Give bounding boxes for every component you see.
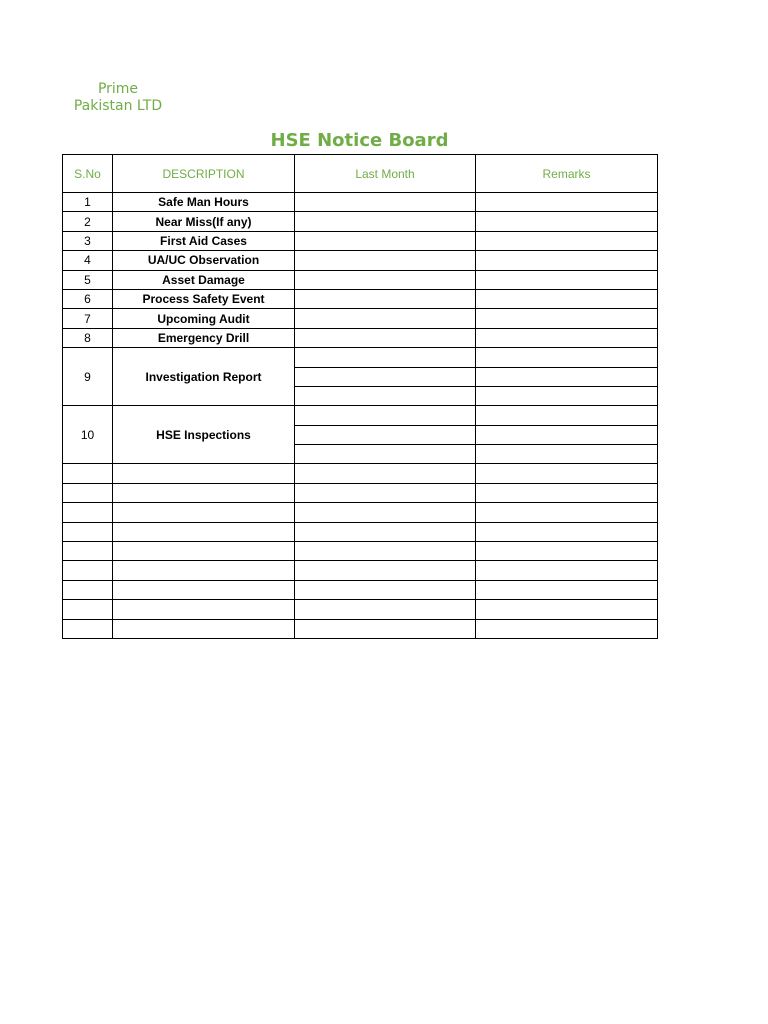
row-description: UA/UC Observation bbox=[113, 251, 295, 270]
remarks-cell[interactable] bbox=[476, 425, 658, 444]
row-sno: 2 bbox=[63, 212, 113, 231]
empty-cell[interactable] bbox=[63, 619, 113, 638]
empty-cell[interactable] bbox=[113, 483, 295, 502]
remarks-cell[interactable] bbox=[476, 231, 658, 250]
remarks-cell[interactable] bbox=[476, 367, 658, 386]
table-row-empty bbox=[63, 561, 658, 580]
row-description: Investigation Report bbox=[113, 348, 295, 406]
empty-cell[interactable] bbox=[476, 464, 658, 483]
row-description: Safe Man Hours bbox=[113, 193, 295, 212]
row-sno: 8 bbox=[63, 328, 113, 347]
empty-cell[interactable] bbox=[476, 600, 658, 619]
empty-cell[interactable] bbox=[476, 619, 658, 638]
empty-cell[interactable] bbox=[113, 522, 295, 541]
empty-cell[interactable] bbox=[113, 561, 295, 580]
row-description: Near Miss(If any) bbox=[113, 212, 295, 231]
row-description: Emergency Drill bbox=[113, 328, 295, 347]
empty-cell[interactable] bbox=[63, 542, 113, 561]
last-month-cell[interactable] bbox=[295, 251, 476, 270]
remarks-cell[interactable] bbox=[476, 289, 658, 308]
header-sno: S.No bbox=[63, 155, 113, 193]
table-row bbox=[63, 328, 658, 347]
empty-cell[interactable] bbox=[63, 483, 113, 502]
last-month-cell[interactable] bbox=[295, 445, 476, 464]
remarks-cell[interactable] bbox=[476, 270, 658, 289]
empty-cell[interactable] bbox=[476, 522, 658, 541]
remarks-cell[interactable] bbox=[476, 328, 658, 347]
table-row bbox=[63, 348, 658, 367]
empty-cell[interactable] bbox=[295, 464, 476, 483]
table-row-empty bbox=[63, 600, 658, 619]
remarks-cell[interactable] bbox=[476, 212, 658, 231]
row-description: First Aid Cases bbox=[113, 231, 295, 250]
last-month-cell[interactable] bbox=[295, 406, 476, 425]
row-sno: 3 bbox=[63, 231, 113, 250]
last-month-cell[interactable] bbox=[295, 270, 476, 289]
last-month-cell[interactable] bbox=[295, 348, 476, 367]
table-row bbox=[63, 406, 658, 425]
table-row-empty bbox=[63, 542, 658, 561]
empty-cell[interactable] bbox=[295, 619, 476, 638]
empty-cell[interactable] bbox=[295, 600, 476, 619]
table-row-empty bbox=[63, 522, 658, 541]
empty-cell[interactable] bbox=[113, 580, 295, 599]
table-row-empty bbox=[63, 619, 658, 638]
remarks-cell[interactable] bbox=[476, 386, 658, 405]
last-month-cell[interactable] bbox=[295, 193, 476, 212]
row-description: Process Safety Event bbox=[113, 289, 295, 308]
last-month-cell[interactable] bbox=[295, 309, 476, 328]
empty-cell[interactable] bbox=[295, 522, 476, 541]
company-name bbox=[60, 81, 176, 115]
last-month-cell[interactable] bbox=[295, 231, 476, 250]
header-remarks: Remarks bbox=[476, 155, 658, 193]
remarks-cell[interactable] bbox=[476, 193, 658, 212]
last-month-cell[interactable] bbox=[295, 289, 476, 308]
table-header-row bbox=[63, 155, 658, 193]
empty-cell[interactable] bbox=[63, 561, 113, 580]
table-row bbox=[63, 231, 658, 250]
empty-cell[interactable] bbox=[476, 503, 658, 522]
empty-cell[interactable] bbox=[476, 580, 658, 599]
table-row bbox=[63, 212, 658, 231]
empty-cell[interactable] bbox=[63, 600, 113, 619]
empty-cell[interactable] bbox=[63, 464, 113, 483]
row-sno: 4 bbox=[63, 251, 113, 270]
row-sno: 10 bbox=[63, 406, 113, 464]
last-month-cell[interactable] bbox=[295, 328, 476, 347]
last-month-cell[interactable] bbox=[295, 212, 476, 231]
remarks-cell[interactable] bbox=[476, 445, 658, 464]
hse-table bbox=[62, 154, 658, 639]
row-sno: 6 bbox=[63, 289, 113, 308]
row-sno: 7 bbox=[63, 309, 113, 328]
table-row bbox=[63, 193, 658, 212]
company-name-line1: Prime bbox=[97, 81, 139, 97]
row-description: HSE Inspections bbox=[113, 406, 295, 464]
remarks-cell[interactable] bbox=[476, 251, 658, 270]
remarks-cell[interactable] bbox=[476, 406, 658, 425]
table-row-empty bbox=[63, 464, 658, 483]
empty-cell[interactable] bbox=[63, 503, 113, 522]
last-month-cell[interactable] bbox=[295, 425, 476, 444]
page-title: HSE Notice Board bbox=[270, 130, 449, 151]
empty-cell[interactable] bbox=[295, 483, 476, 502]
empty-cell[interactable] bbox=[113, 542, 295, 561]
header-description: DESCRIPTION bbox=[113, 155, 295, 193]
empty-cell[interactable] bbox=[113, 464, 295, 483]
row-sno: 9 bbox=[63, 348, 113, 406]
table-row-empty bbox=[63, 483, 658, 502]
empty-cell[interactable] bbox=[113, 600, 295, 619]
company-name-line2: Pakistan LTD bbox=[73, 98, 163, 114]
table-row-empty bbox=[63, 580, 658, 599]
table-row bbox=[63, 270, 658, 289]
row-description: Upcoming Audit bbox=[113, 309, 295, 328]
empty-cell[interactable] bbox=[113, 619, 295, 638]
remarks-cell[interactable] bbox=[476, 309, 658, 328]
table-row bbox=[63, 251, 658, 270]
last-month-cell[interactable] bbox=[295, 367, 476, 386]
remarks-cell[interactable] bbox=[476, 348, 658, 367]
empty-cell[interactable] bbox=[476, 542, 658, 561]
empty-cell[interactable] bbox=[295, 503, 476, 522]
empty-cell[interactable] bbox=[295, 542, 476, 561]
row-sno: 5 bbox=[63, 270, 113, 289]
empty-cell[interactable] bbox=[63, 522, 113, 541]
table-row-empty bbox=[63, 503, 658, 522]
table-row bbox=[63, 289, 658, 308]
row-sno: 1 bbox=[63, 193, 113, 212]
header-last-month: Last Month bbox=[295, 155, 476, 193]
last-month-cell[interactable] bbox=[295, 386, 476, 405]
row-description: Asset Damage bbox=[113, 270, 295, 289]
empty-cell[interactable] bbox=[63, 580, 113, 599]
empty-cell[interactable] bbox=[476, 561, 658, 580]
empty-cell[interactable] bbox=[476, 483, 658, 502]
empty-cell[interactable] bbox=[295, 580, 476, 599]
empty-cell[interactable] bbox=[295, 561, 476, 580]
empty-cell[interactable] bbox=[113, 503, 295, 522]
table-row bbox=[63, 309, 658, 328]
